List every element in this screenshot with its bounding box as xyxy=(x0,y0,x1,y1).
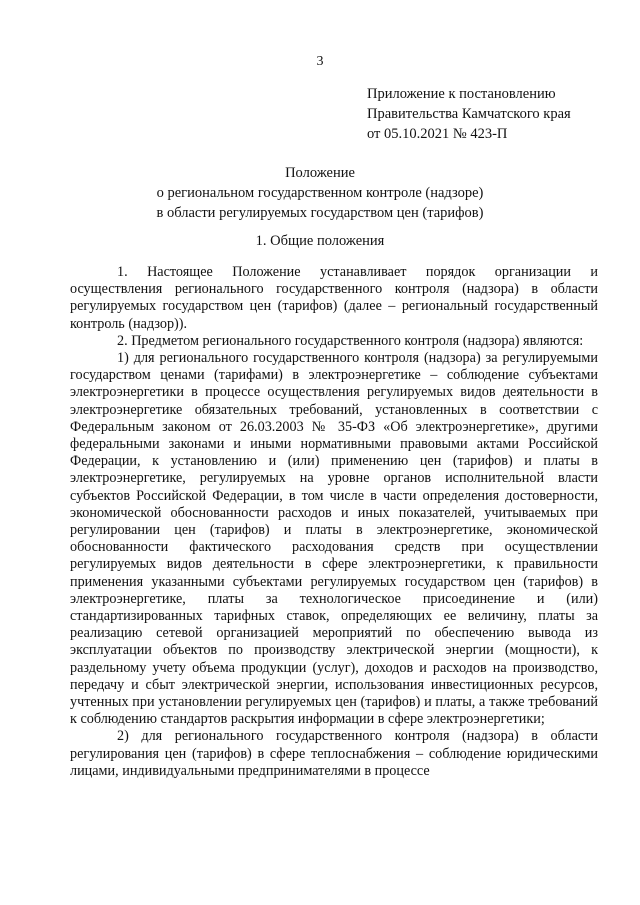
title-line: о региональном государственном контроле (надзоре) xyxy=(156,185,484,201)
title-line: Положение xyxy=(285,165,355,181)
document-body xyxy=(70,264,598,780)
document-title xyxy=(0,163,640,223)
appendix-line: Приложение к постановлению xyxy=(367,86,556,102)
title-line: в области регулируемых государством цен (тарифов) xyxy=(156,205,484,221)
section-heading: 1. Общие положения xyxy=(255,233,385,249)
paragraph: 2. Предметом регионального государственного контроля (надзора) являются: xyxy=(117,332,584,349)
paragraph: 2) для регионального государственного контроля (надзора) в области регулирования цен (тарифов) в сфере теплоснабжения – соблюдение юридическими лицами, индивидуальными предпринимателями в процессе xyxy=(70,728,598,779)
appendix-line: Правительства Камчатского края xyxy=(367,106,571,122)
appendix-line: от 05.10.2021 № 423-П xyxy=(367,126,508,142)
appendix-header xyxy=(367,84,571,144)
paragraph: 1) для регионального государственного контроля (надзора) за регулируемыми государством ценами (тарифами) в электроэнергетике – соблюдение субъектами электроэнергетики в процессе осуществления регулируемых видов деятельности в электроэнергетике обязательных требований, установленных в соответствии с Федеральным законом от 26.03.2003 № 35-ФЗ «Об электроэнергетике», другими федеральными законами и иными нормативными правовыми актами Российской Федерации, к установлению и (или) применению цен (тарифов) и платы в электроэнергетике, регулируемых на уровне органов исполнительной власти субъектов Российской Федерации, в том числе в части определения достоверности, экономической обоснованности расходов и иных показателей, учитываемых при регулировании цен (тарифов) и платы в электроэнергетике, экономической обоснованности фактического расходования средств при осуществлении регулируемых видов деятельности в сфере электроэнергетики, к правильности применения указанными субъектами регулируемых государством цен (тарифов) в электроэнергетике, платы за технологическое присоединение и (или) стандартизированных тарифных ставок, определяющих ее величину, платы за реализацию сетевой организацией мероприятий по обеспечению вывода из эксплуатации объектов по производству электрической энергии (мощности), к раздельному учету объема продукции (услуг), доходов и расходов на производство, передачу и сбыт электрической энергии, использования инвестиционных ресурсов, учтенных при установлении регулируемых цен (тарифов) и платы, а также требований к соблюдению стандартов раскрытия информации в сфере электроэнергетики; xyxy=(70,350,598,728)
paragraph: 1. Настоящее Положение устанавливает порядок организации и осуществления регионального государственного контроля (надзора) в области регулируемых государством цен (тарифов) (далее – региональный государственный контроль (надзор)). xyxy=(70,264,598,332)
page-number: 3 xyxy=(316,54,324,69)
